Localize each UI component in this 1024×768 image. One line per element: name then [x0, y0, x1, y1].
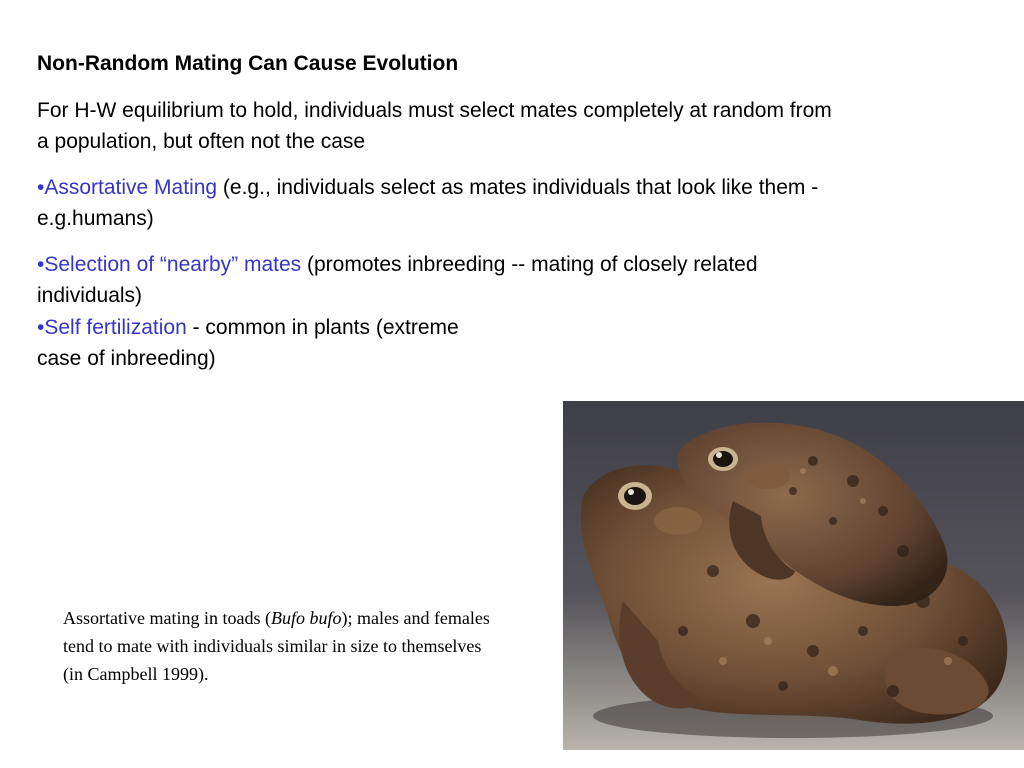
bullet-label: •Assortative Mating [37, 176, 218, 199]
toad-photo-illustration [563, 401, 1024, 750]
caption-after: ); males and females tend to mate with individuals similar in size to themselves (in Campbell 1999). [63, 608, 490, 684]
bullet-text: (promotes inbreeding -- mating of closely related individuals) [37, 253, 758, 307]
bullet-assortative-mating [37, 172, 837, 234]
photo-caption [63, 604, 493, 688]
bullet-nearby-mates [37, 249, 837, 311]
caption-before: Assortative mating in toads ( [63, 608, 271, 628]
toad-photo [563, 401, 1024, 750]
intro-paragraph: For H-W equilibrium to hold, individuals must select mates completely at random from a population, but often not the case [37, 99, 832, 153]
slide-title: Non-Random Mating Can Cause Evolution [37, 52, 459, 75]
bullet-label: •Self fertilization [37, 316, 187, 339]
caption-species: Bufo bufo [270, 608, 342, 628]
bullet-text: - common in plants (extreme case of inbreeding) [37, 316, 459, 370]
bullet-text: (e.g., individuals select as mates individuals that look like them - e.g.humans) [37, 176, 819, 230]
bullet-label: •Selection of “nearby” mates [37, 253, 302, 276]
bullet-self-fertilization [37, 312, 477, 374]
